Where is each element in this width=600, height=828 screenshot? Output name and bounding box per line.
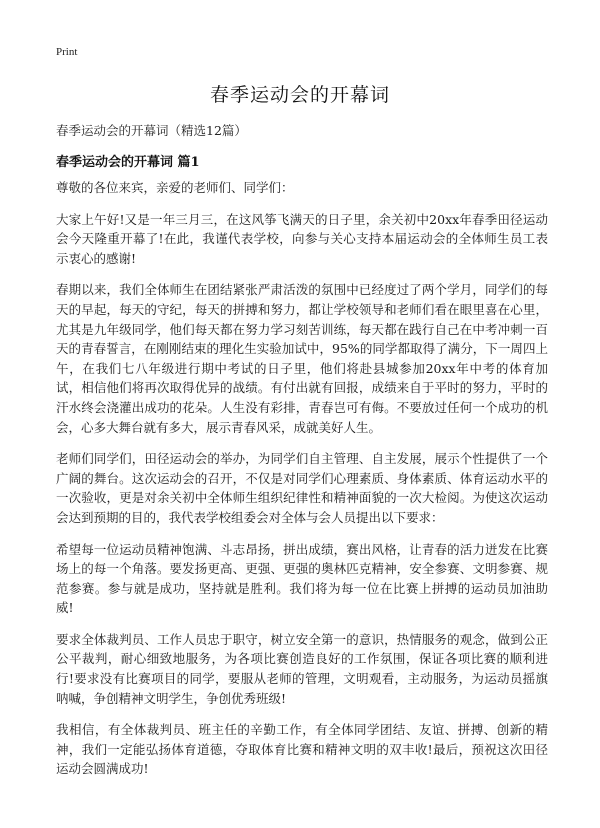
document-subtitle: 春季运动会的开幕词（精选12篇） <box>56 123 247 138</box>
paragraph-closing: 我相信，有全体裁判员、班主任的辛勤工作，有全体同学团结、友谊、拼搏、创新的精神，我们一定能弘扬体育道德，夺取体育比赛和精神文明的双丰收!最后，预祝这次田径运动会圆满成功! <box>56 722 548 777</box>
document-body <box>56 178 548 791</box>
paragraph-purpose: 老师们同学们，田径运动会的举办，为同学们自主管理、自主发展，展示个性提供了一个广阔的舞台。这次运动会的召开，不仅是对同学们心理素质、身体素质、体育运动水平的一次验收，更是对余关初中全体师生组织纪律性和精神面貌的一次大检阅。为使这次运动会达到预期的目的，我代表学校组委会对全体与会人员提出以下要求： <box>56 451 548 525</box>
paragraph-athletes: 希望每一位运动员精神饱满、斗志昂扬，拼出成绩，赛出风格，让青春的活力迸发在比赛场上的每一个角落。要发扬更高、更强、更强的奥林匹克精神，安全参赛、文明参赛、规范参赛。参与就是成功，坚持就是胜利。我们将为每一位在比赛上拼搏的运动员加油助威! <box>56 541 548 616</box>
paragraph-review: 春期以来，我们全体师生在团结紧张严肃活泼的氛围中已经度过了两个学月，同学们的每天的早起，每天的守纪，每天的拼搏和努力，都让学校领导和老师们看在眼里喜在心里，尤其是九年级同学，他们每天都在努力学习刻苦训练，每天都在践行自己在中考冲刺一百天的青春誓言，在刚刚结束的理化生实验加试中，95%的同学都取得了满分，下一周四上午，在我们七八年级进行期中考试的日子里，他们将赴县城参加20xx年中考的体育加试，相信他们将再次取得优异的战绩。有付出就有回报，成绩来自于平时的努力，平时的汗水终会浇灌出成功的花朵。人生没有彩排，青春岂可有侮。不要放过任何一个成功的机会，心多大舞台就有多大，展示青春风采，成就美好人生。 <box>56 282 548 435</box>
paragraph-greeting: 尊敬的各位来宾，亲爱的老师们、同学们： <box>56 180 294 195</box>
paragraph-referees: 要求全体裁判员、工作人员忠于职守，树立安全第一的意识，热情服务的观念，做到公正公平裁判，耐心细致地服务，为各项比赛创造良好的工作氛围，保证各项比赛的顺利进行!要求没有比赛项目的同学，要服从老师的管理，文明观看，主动服务，为运动员摇旗呐喊，争创精神文明学生，争创优秀班级! <box>56 631 548 706</box>
paragraph-opening: 大家上午好!又是一年三月三，在这风筝飞满天的日子里，余关初中20xx年春季田径运动会今天隆重开幕了!在此，我谨代表学校，向参与关心支持本届运动会的全体师生员工表示衷心的感谢! <box>56 211 548 266</box>
print-link[interactable]: Print <box>56 46 78 58</box>
section-heading: 春季运动会的开幕词 篇1 <box>56 155 200 170</box>
document-title: 春季运动会的开幕词 <box>209 84 390 106</box>
